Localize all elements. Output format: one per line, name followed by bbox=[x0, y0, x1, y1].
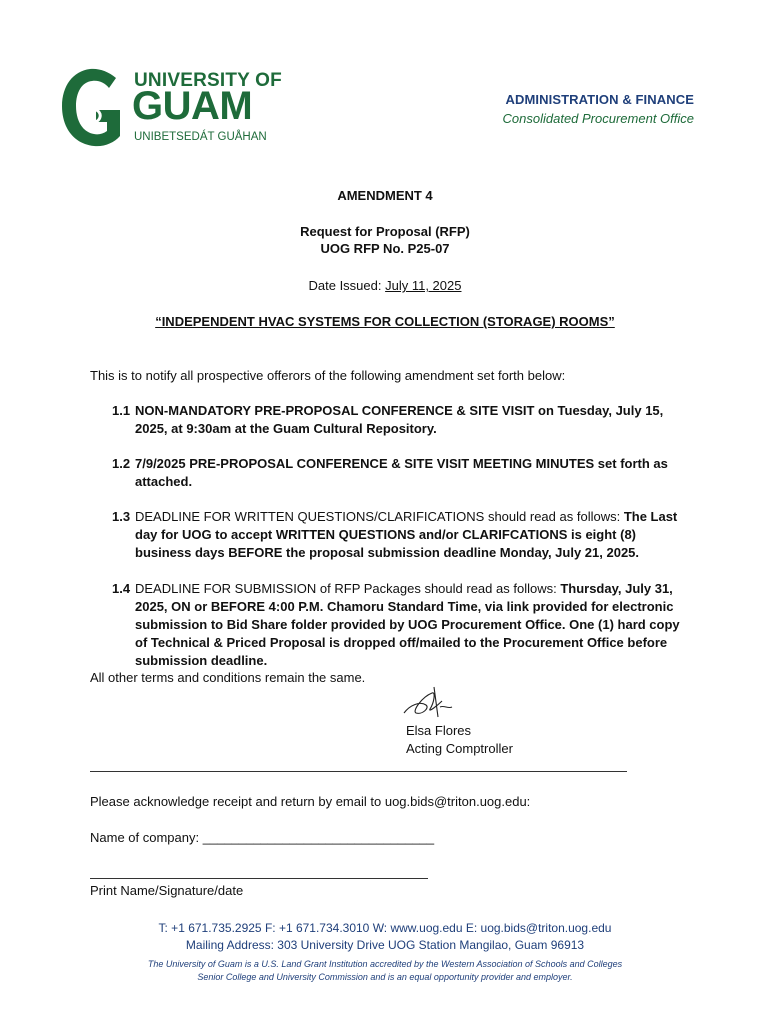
project-title: “INDEPENDENT HVAC SYSTEMS FOR COLLECTION (STORAGE) ROOMS” bbox=[155, 314, 615, 329]
closing-statement: All other terms and conditions remain the same. bbox=[90, 670, 366, 685]
acknowledge-instruction: Please acknowledge receipt and return by email to uog.bids@triton.uog.edu: bbox=[90, 794, 531, 809]
footer-note-line: The University of Guam is a U.S. Land Grant Institution accredited by the Western Association of Schools and Colleges bbox=[147, 959, 623, 969]
item-text bbox=[135, 508, 682, 562]
department-block bbox=[503, 92, 694, 126]
logo-line-university-of: UNIVERSITY OF bbox=[134, 70, 282, 91]
guam-g-emblem-icon bbox=[60, 68, 132, 148]
signatory-title: Acting Comptroller bbox=[406, 741, 513, 756]
amendment-title: AMENDMENT 4 bbox=[337, 188, 433, 203]
item-text-plain: DEADLINE FOR SUBMISSION of RFP Packages should read as follows: bbox=[135, 581, 561, 596]
university-logo bbox=[60, 68, 280, 148]
rfp-title: Request for Proposal (RFP) bbox=[300, 224, 470, 239]
footer-note bbox=[0, 958, 770, 984]
intro-paragraph: This is to notify all prospective offerors of the following amendment set forth below: bbox=[90, 368, 566, 383]
footer-contacts: T: +1 671.735.2925 F: +1 671.734.3010 W: www.uog.edu E: uog.bids@triton.uog.edu bbox=[158, 921, 612, 935]
footer-address: Mailing Address: 303 University Drive UOG Station Mangilao, Guam 96913 bbox=[185, 938, 585, 952]
item-number: 1.4 bbox=[112, 581, 131, 596]
signature-line[interactable] bbox=[90, 878, 428, 879]
divider-line bbox=[90, 771, 627, 772]
logo-line-guam: GUAM bbox=[132, 84, 253, 128]
item-text-bold: The Last day for UOG to accept WRITTEN QUESTIONS and/or CLARIFCATIONS is eight (8) business days BEFORE the proposal submission deadline Monday, July 21, 2025. bbox=[135, 509, 678, 560]
item-text: NON-MANDATORY PRE-PROPOSAL CONFERENCE & SITE VISIT on Tuesday, July 15, 2025, at 9:30am at the Guam Cultural Repository. bbox=[135, 403, 664, 436]
rfp-number: UOG RFP No. P25-07 bbox=[320, 241, 450, 256]
footer-note-line: Senior College and University Commission and is an equal opportunity provider and employer. bbox=[197, 972, 573, 982]
amendment-item bbox=[112, 455, 682, 491]
logo-line-chamoru: UNIBETSEDÁT GUÅHAN bbox=[134, 131, 267, 143]
item-text-plain: DEADLINE FOR WRITTEN QUESTIONS/CLARIFICATIONS should read as follows: bbox=[135, 509, 624, 524]
item-number: 1.3 bbox=[112, 509, 131, 524]
office-name: Consolidated Procurement Office bbox=[502, 111, 694, 126]
handwritten-signature bbox=[400, 683, 460, 723]
signatory-name: Elsa Flores bbox=[406, 723, 472, 738]
date-issued-label: Date Issued: bbox=[308, 278, 386, 293]
item-number: 1.1 bbox=[112, 403, 131, 418]
print-name-label: Print Name/Signature/date bbox=[90, 883, 244, 898]
item-number: 1.2 bbox=[112, 456, 131, 471]
footer bbox=[0, 920, 770, 984]
department-name: ADMINISTRATION & FINANCE bbox=[505, 92, 694, 107]
amendment-item bbox=[112, 508, 682, 562]
company-name-field[interactable]: Name of company: ________________________________ bbox=[90, 830, 435, 845]
amendment-item bbox=[112, 402, 682, 438]
item-text bbox=[135, 580, 682, 670]
item-text: 7/9/2025 PRE-PROPOSAL CONFERENCE & SITE VISIT MEETING MINUTES set forth as attached. bbox=[135, 456, 668, 489]
item-text-bold: Thursday, July 31, 2025, ON or BEFORE 4:00 P.M. Chamoru Standard Time, via link provided for electronic submission to Bid Share folder provided by UOG Procurement Office. One (1) hard copy of Technical & Priced Proposal is dropped off/mailed to the Procurement Office before submission deadline. bbox=[135, 581, 680, 668]
amendment-item bbox=[112, 580, 682, 670]
date-issued-value: July 11, 2025 bbox=[385, 278, 462, 293]
date-issued bbox=[0, 278, 770, 293]
